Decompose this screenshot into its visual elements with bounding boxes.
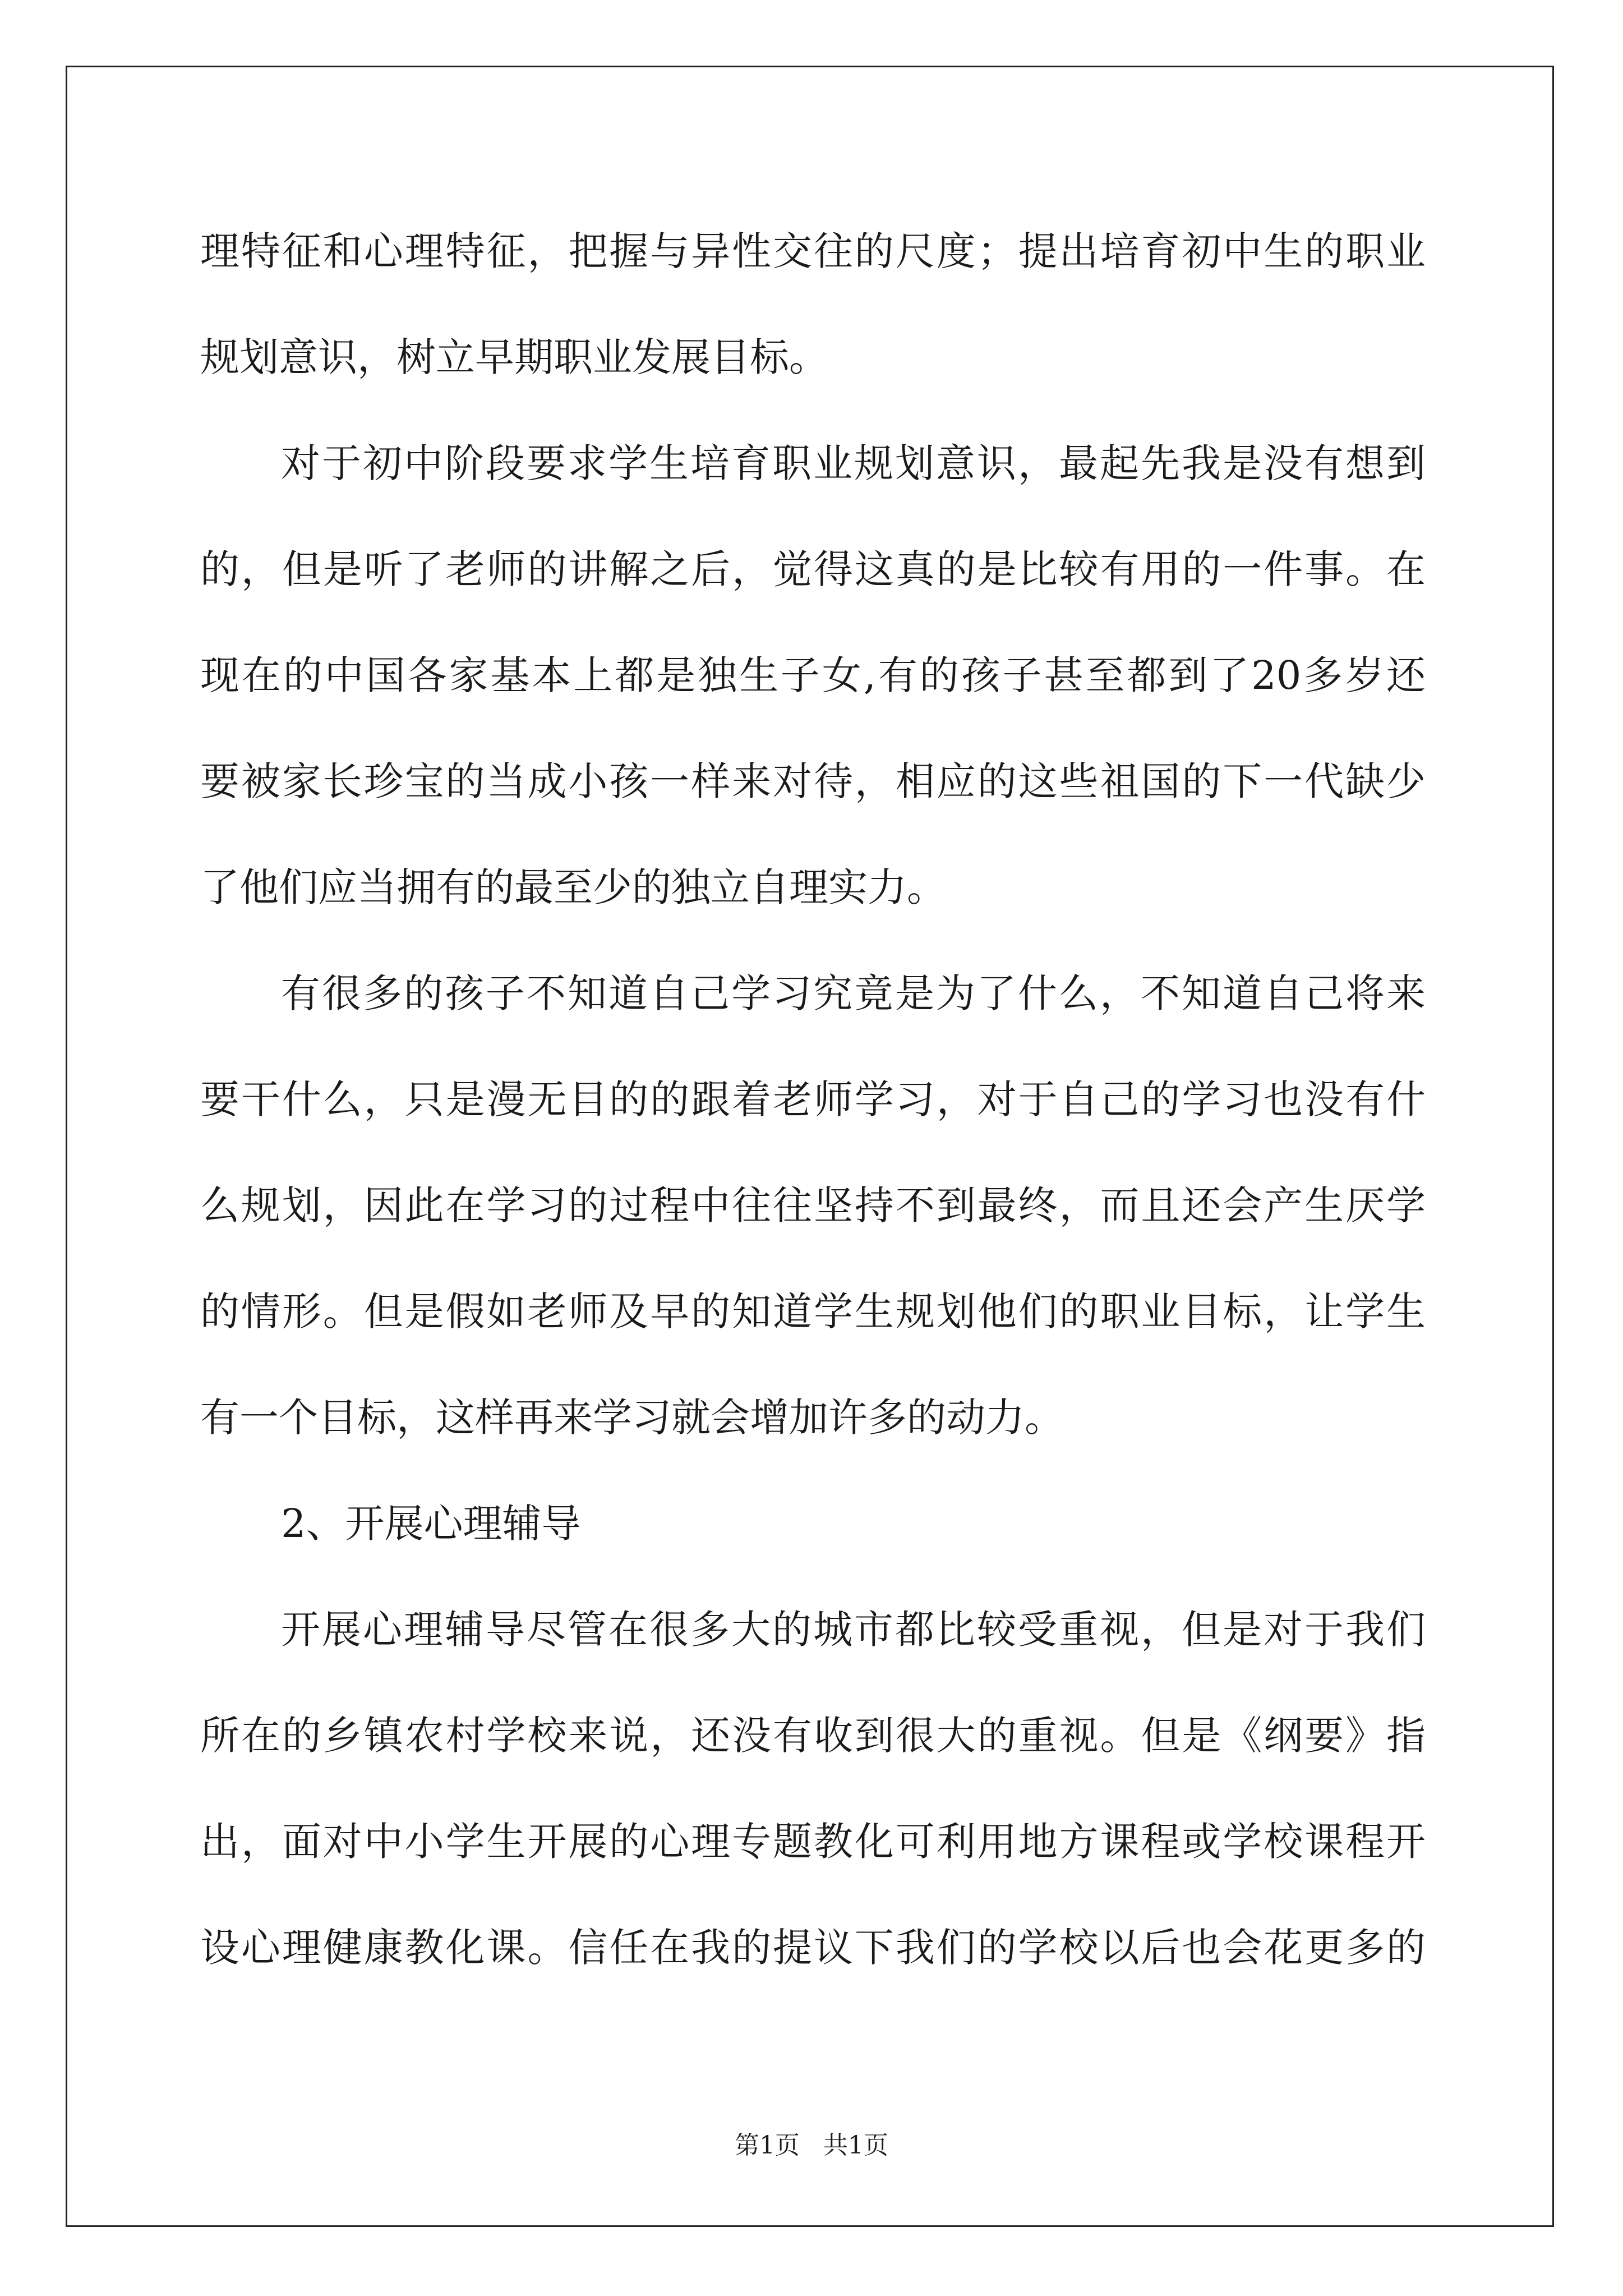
text-line: 对于初中阶段要求学生培育职业规划意识，最起先我是没有想到 [281,440,1426,486]
text-line: 理特征和心理特征，把握与异性交往的尺度；提出培育初中生的职业 [200,228,1426,274]
text-line: 有一个目标，这样再来学习就会增加许多的动力。 [200,1395,1064,1441]
text-line: 出，面对中小学生开展的心理专题教化可利用地方课程或学校课程开 [200,1819,1426,1865]
document-body [200,199,1426,2001]
text-line: 规划意识，树立早期职业发展目标。 [200,334,828,380]
text-line: 现在的中国各家基本上都是独生子女,有的孩子甚至都到了20多岁还 [200,652,1426,698]
page-number-footer: 第1页 共1页 [735,2131,888,2160]
text-line: 要被家长珍宝的当成小孩一样来对待，相应的这些祖国的下一代缺少 [200,758,1426,804]
text-line: 要干什么，只是漫无目的的跟着老师学习，对于自己的学习也没有什 [200,1076,1426,1122]
text-line: 么规划，因此在学习的过程中往往坚持不到最终，而且还会产生厌学 [200,1182,1426,1228]
paragraph [200,941,1426,1471]
text-line: 的情形。但是假如老师及早的知道学生规划他们的职业目标，让学生 [200,1289,1426,1335]
text-line: 有很多的孩子不知道自己学习究竟是为了什么，不知道自己将来 [281,970,1426,1016]
section-heading-text: 2、开展心理辅导 [281,1501,581,1547]
paragraph [200,411,1426,941]
text-line: 了他们应当拥有的最至少的独立自理实力。 [200,864,946,910]
text-line: 的，但是听了老师的讲解之后，觉得这真的是比较有用的一件事。在 [200,546,1426,592]
text-line: 开展心理辅导尽管在很多大的城市都比较受重视，但是对于我们 [281,1607,1426,1653]
text-line: 所在的乡镇农村学校来说，还没有收到很大的重视。但是《纲要》指 [200,1713,1426,1759]
paragraph [200,1577,1426,2001]
text-line: 设心理健康教化课。信任在我的提议下我们的学校以后也会花更多的 [200,1925,1426,1971]
section-heading [200,1471,1426,1577]
paragraph [200,199,1426,411]
